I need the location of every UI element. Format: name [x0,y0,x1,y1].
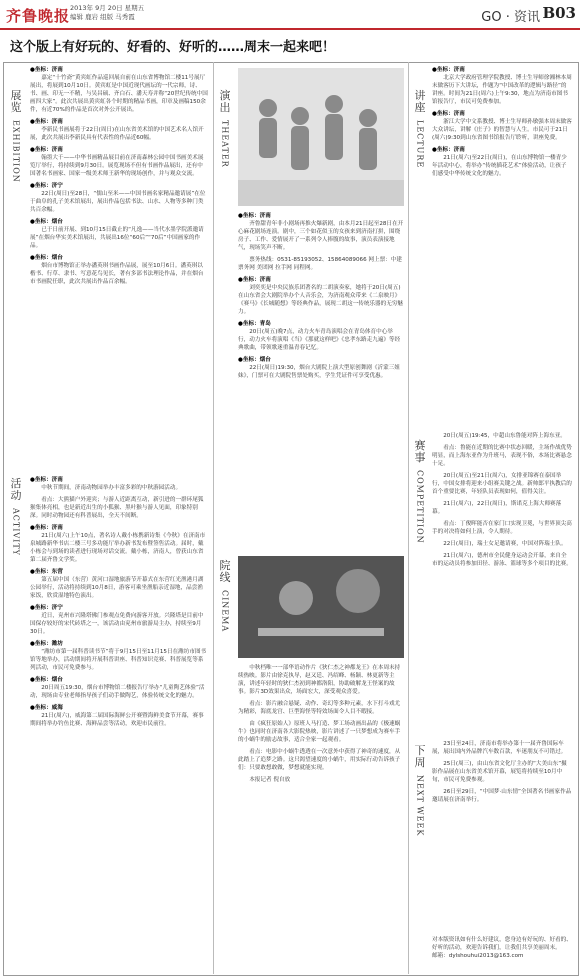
article-location: ●坐标：济南 [30,147,63,153]
article-body: 21日(周六)上午10点，著名诗人戴小栋携新诗集《今秋》在济南市泉城路新华书店二楼三号多功能厅举办新书发布暨签售活动。届时，戴小栋会与到场的读者进行现场对话交流。戴小栋，济南人，曾获山东省第二届齐鲁文学奖。 [30,533,206,563]
rail-theater [217,90,233,168]
column-divider [213,62,214,974]
article-item [30,476,208,492]
cinema-column [238,664,404,970]
date-line: 2013年 9月 20日 星期五 [70,4,145,12]
article-item [238,276,404,316]
article-body: 中秋档唯一一部华语动作片《狄仁杰之神都龙王》在本周末持续热映。影片由徐克执导，赵又廷、冯绍峰、杨颖、林更新等主演，讲述年轻时的狄仁杰初到神都洛阳，协助破解龙王怪案的故事。影片3D效果出众，场面宏大，深受观众喜爱。 [238,665,401,695]
article-item [432,66,572,106]
page-number: B03 [542,4,576,22]
rail-nextweek [412,745,428,836]
article-item [432,146,572,178]
article-body: 第五届中国（东营）黄河口湿地旅游节开幕式在东营红光渔港月湖公园举行，活动将持续到10月8日，游客可乘坐渔船亲近湿地，品尝渔家饭，欣赏湿地特色演出。 [30,577,204,599]
article-location: ●坐标：青岛 [238,321,271,327]
article-body: 25日(周三)，由山东省文化厅主办的“大美山东”摄影作品展在山东省美术馆开幕，展览将持续至10月中旬，市民可免费参观。 [432,761,567,783]
article-location: ●坐标：济南 [238,213,271,219]
contact-box [432,936,572,960]
article-body: 26日至29日，“中国梦·山东情”全国著名书画家作品邀请展在济南举行。 [432,789,572,803]
article-item [432,110,572,142]
competitions-column [432,432,572,732]
article-item [238,700,404,716]
article-body: 浙江大学中文系教授、博士生导师孙敏强本周末做客大众讲坛，讲解《庄子》的智慧与人生。市民可于21日(周六)9:30到山东省图书馆报告厅聆听，讲座免费。 [432,119,572,141]
article-body: 21日(周六)至22日(周日)，在山东博物馆一楼青少年活动中心，将举办“传统插花艺术”体验活动，让孩子们感受中华传统文化的魅力。 [432,155,567,177]
article-body: 翰墨大千——中华书画精品展目前在济南森林公园中国书画美术展览厅举行，将持续到9月30日。展览现场不但有书画作品展出，还有中国著名书画家、国家一级美术师王新华的现场创作，并与观众交流。 [30,155,204,177]
article-item [432,472,572,496]
article-item [238,748,404,772]
rail-cinema [217,560,233,632]
article-body: 看点：影片融合悬疑、动作、奇幻等多种元素，水下打斗戏尤为精彩，海底龙宫、巨型海怪等特效场面令人目不暇接。 [238,701,401,715]
article-item [432,540,572,548]
rail-en: THEATER [220,120,230,168]
article-item [30,704,208,728]
article-item [30,118,208,142]
article-location: ●坐标：烟台 [30,677,63,683]
article-location: ●坐标：烟台 [30,255,63,261]
article-body: 20日(周五)19:45，中超山东鲁能对阵上海东亚。 [443,433,566,439]
rail-zh: 活动 [10,477,22,502]
rail-en: NEXT WEEK [415,775,425,837]
article-body: 刘奕奕是中央民族乐团著名的二胡演奏家，她将于20日(周五)在山东省会大剧院举办个人音乐会，为济南观众带来《二泉映月》《赛马》《长城随想》等经典作品，展现二胡这一传统乐器的无穷魅力。 [238,285,404,315]
rail-zh: 讲座 [414,89,426,114]
rail-exhibition [8,90,24,183]
section-name: GO · 资讯 [481,10,540,25]
lectures-column [432,66,572,428]
masthead-meta [70,4,144,22]
article-item [30,218,208,250]
article-item [432,520,572,536]
article-location: ●坐标：济南 [432,147,465,153]
article-body: 看点：大熊猫户外迎宾；与游人近距离互动，新引进的一群环尾狐猴集体亮相，也是新近出生的小狐猴、黑叶猴与游人见面，印象特别深。同时动物园还有科普展出，全天不间断。 [30,497,204,519]
masthead [0,0,580,30]
rail-zh: 展览 [10,89,22,114]
article-item [432,444,572,468]
article-body: 本报记者 倪自放 [249,777,291,783]
article-item [238,212,404,252]
article-body: 22日(周日)19:30，烟台大剧院上演大型原创舞剧《沂蒙三姐妹》，门票可在大剧院售票处购买，学生凭证件可享受优惠。 [238,365,400,379]
article-item [30,182,208,214]
article-body: 看点：电影中小蜗牛透透在一次意外中获得了神奇的速度，从此踏上了追梦之路。这只渴望速度的小蜗牛，用实际行动告诉孩子们：只要敢想敢做，梦想就能实现。 [238,749,401,771]
rail-en: ACTIVITY [11,508,21,556]
article-item [30,66,208,114]
rail-zh: 演出 [219,89,231,114]
article-body: 21日(周六)，德州市全民健身运动会开幕，来自全市的运动员将参加田径、游泳、篮球等多个项目的比赛。 [432,553,572,567]
article-item [432,740,572,756]
article-body: 22日(周日)，瑞士女足邀请赛，中国对阵瑞士队。 [443,541,567,547]
theater-photo [238,68,404,206]
newspaper-logo: 齐鲁晚报 [6,7,71,25]
column-divider [408,62,409,974]
article-item [238,720,404,744]
rail-zh: 赛事 [414,439,426,464]
article-item [238,776,404,784]
article-body: 票务热线：0531-85193052、15864089066 网上票：中建票务网 美团网 拉手网 同程网。 [238,257,402,271]
article-body: 21日(周六)，22日(周日)，斯诺克上海大师赛落幕。 [432,501,562,515]
article-item [30,524,208,564]
contact-text: 对本版资讯如有什么好建议，您身边有好玩的、好看的、好听的活动，欢迎告诉我们，让我们共享美丽周末。 [432,937,572,951]
article-body: “潍坊市第一届科普读书节”将于9月15日至11月15日在潍坊市图书馆等地举办，活动期间将开展科普讲座、科普知识竞赛、科普展览等系列活动，市民可免费参与。 [30,649,207,671]
rail-competition [412,440,428,544]
article-body: 20日(周五)晚7点，动力火车青岛演唱会在青岛体育中心举行，动力火车将演唱《当》《那就这样吧》《忠孝东路走九遍》等经典歌曲，带领歌迷重温青春记忆。 [238,329,401,351]
exhibitions-column [30,66,208,470]
article-location: ●坐标：济宁 [30,605,63,611]
article-location: ●坐标：烟台 [30,219,63,225]
article-body: 21日(周六)，威海第二届国际海鲜公开赛暨海鲜美食节开幕，赛事期间将举办钓鱼比赛、海鲜品尝等活动，欢迎市民前往。 [30,713,204,727]
article-location: ●坐标：济南 [432,111,465,117]
article-location: ●坐标：潍坊 [30,641,63,647]
article-body: 北京大学政府管理学院教授、博士生导师徐湘林本周末做客历下大讲坛，作题为“中国改革的逻辑与路径”的讲座。时间为21日(周六)上午9:30，地点为济南市图书馆报告厅，市民可免费参加。 [432,75,572,105]
rail-zh: 院线 [219,559,231,584]
article-body: 看点：鲁能在近期的比赛中状态回暖，主场作战优势明显，而上海东亚作为升班马，表现不俗，本场比赛悬念十足。 [432,445,572,467]
article-body: 近日，兖州市兴隆塔佛门参观点免费向游客开放。兴隆塔是目前中国保存较好的宋代砖塔之一，该活动由兖州市旅游局主办，持续至9月30日。 [30,613,204,635]
article-item [238,256,404,272]
article-item [30,640,208,672]
article-item [432,432,572,440]
rail-en: COMPETITION [415,470,425,544]
theater-column [238,212,404,548]
article-body: 李新民书画展将于22日(周日)在山东省美术馆的中国艺术名人馆开展，此次共展出李新民具有代表性的作品近60幅。 [30,127,204,141]
article-location: ●坐标：济南 [432,67,465,73]
article-body: 嘉定“十竹斋”黄宾虹作品巡回展自前在山东省博物馆二楼11号展厅展出，将展到10月10日。黄宾虹是中国近现代画坛的一代宗师，诗、书、画、印无一不精，与吴昌硕、齐白石、潘天寿并称“20世纪传统中国画四大家”。此次共展出黄宾虹各个时期的精品书画，印章及画稿150余件，有近70%的作品是首次对外公开展出。 [30,75,208,113]
article-location: ●坐标：济宁 [30,183,63,189]
activities-column [30,476,208,970]
rail-activity [8,478,24,556]
article-item [30,496,208,520]
article-body: 烟台市博物馆正举办潘英琪书画作品展，展至10月6日。潘英琪以楷书、行草、隶书、写意花鸟见长，著有多部书法理论作品，并在烟台市书画院任职，此次共展出作品百余幅。 [30,263,204,285]
article-body: 20日(周五)至21日(周六)，女排亚锦赛在泰国举行，中国女排将迎来小组赛关键之战。新帅郎平执教后的首个重要比赛，年轻队员表现如何，值得关注。 [432,473,572,495]
rail-zh: 下周 [414,744,426,769]
article-location: ●坐标：济南 [30,525,63,531]
article-item [238,320,404,352]
contact-email: 邮箱：dylshouhui2013@163.com [432,953,524,959]
page-headline: 这个版上有好玩的、好看的、好听的……周末一起来吧！ [10,40,336,55]
article-location: ●坐标：济南 [238,277,271,283]
article-location: ●坐标：威海 [30,705,63,711]
article-body: 20日周五19:30，烟台市博物馆二楼报告厅举办“儿童陶艺体验”活动，现场由专业老师指导孩子们动手做陶艺，体验传统文化的魅力。 [30,685,205,699]
article-location: ●坐标：东营 [30,569,63,575]
article-item [432,552,572,568]
article-item [238,664,404,696]
editors-line: 编辑 鹿岩 组版 马秀霞 [70,13,135,21]
article-body: 看点：丁俊晖能否在家门口实现卫冕，与世界顶尖高手的对决将如何上演，令人期待。 [432,521,572,535]
article-body: 由《疯狂原始人》原班人马打造、梦工场动画出品的《极速蜗牛》也同时在济南各大影院热映，影片讲述了一只梦想成为赛车手的小蜗牛的励志故事，适合全家一起观看。 [238,721,401,743]
article-body: 齐鲁甜青年非小剧场再推火爆新剧，由本月21日起至28日在开心麻花剧场连演。剧中，三个如花似玉的女孩来到济南打拼，围绕房子、工作、爱情展开了一系列令人捧腹的故事，演员表演接地气，现场笑声不断。 [238,221,404,251]
article-item [30,146,208,178]
rail-en: LECTURE [415,120,425,169]
article-item [432,500,572,516]
article-item [432,760,572,784]
article-body: 已于日前开展、到10月15日截止的“凡逸——当代水墨学院派邀请展”在烟台华实美术馆展出，共展出16位“60后”“70后”中国画家的作品。 [30,227,204,249]
cinema-poster [238,556,404,658]
article-location: ●坐标：济南 [30,119,63,125]
article-body: 23日至24日，济南市将举办第十一届齐鲁国际车展，展出国内外品牌汽车数百款，车迷朋友不可错过。 [432,741,567,755]
article-item [30,604,208,636]
rail-lecture [412,90,428,168]
article-body: 中秋节期间，济南动物园举办丰富多彩的中秋游园活动。 [41,485,182,491]
article-location: ●坐标：济南 [30,67,63,73]
nextweek-column [432,740,572,932]
article-item [30,254,208,286]
article-item [30,568,208,600]
article-location: ●坐标：烟台 [238,357,271,363]
article-body: 22日(周日)至28日，“儒山至米——中国书画名家精品邀请展”在位于曲阜的孔子美术馆展出，展出作品包括书法、山水、人物等多种门类共百余幅。 [30,191,206,213]
article-location: ●坐标：济南 [30,477,63,483]
article-item [238,356,404,380]
rail-en: EXHIBITION [11,120,21,183]
rail-en: CINEMA [220,590,230,633]
article-item [432,788,572,804]
article-item [30,676,208,700]
